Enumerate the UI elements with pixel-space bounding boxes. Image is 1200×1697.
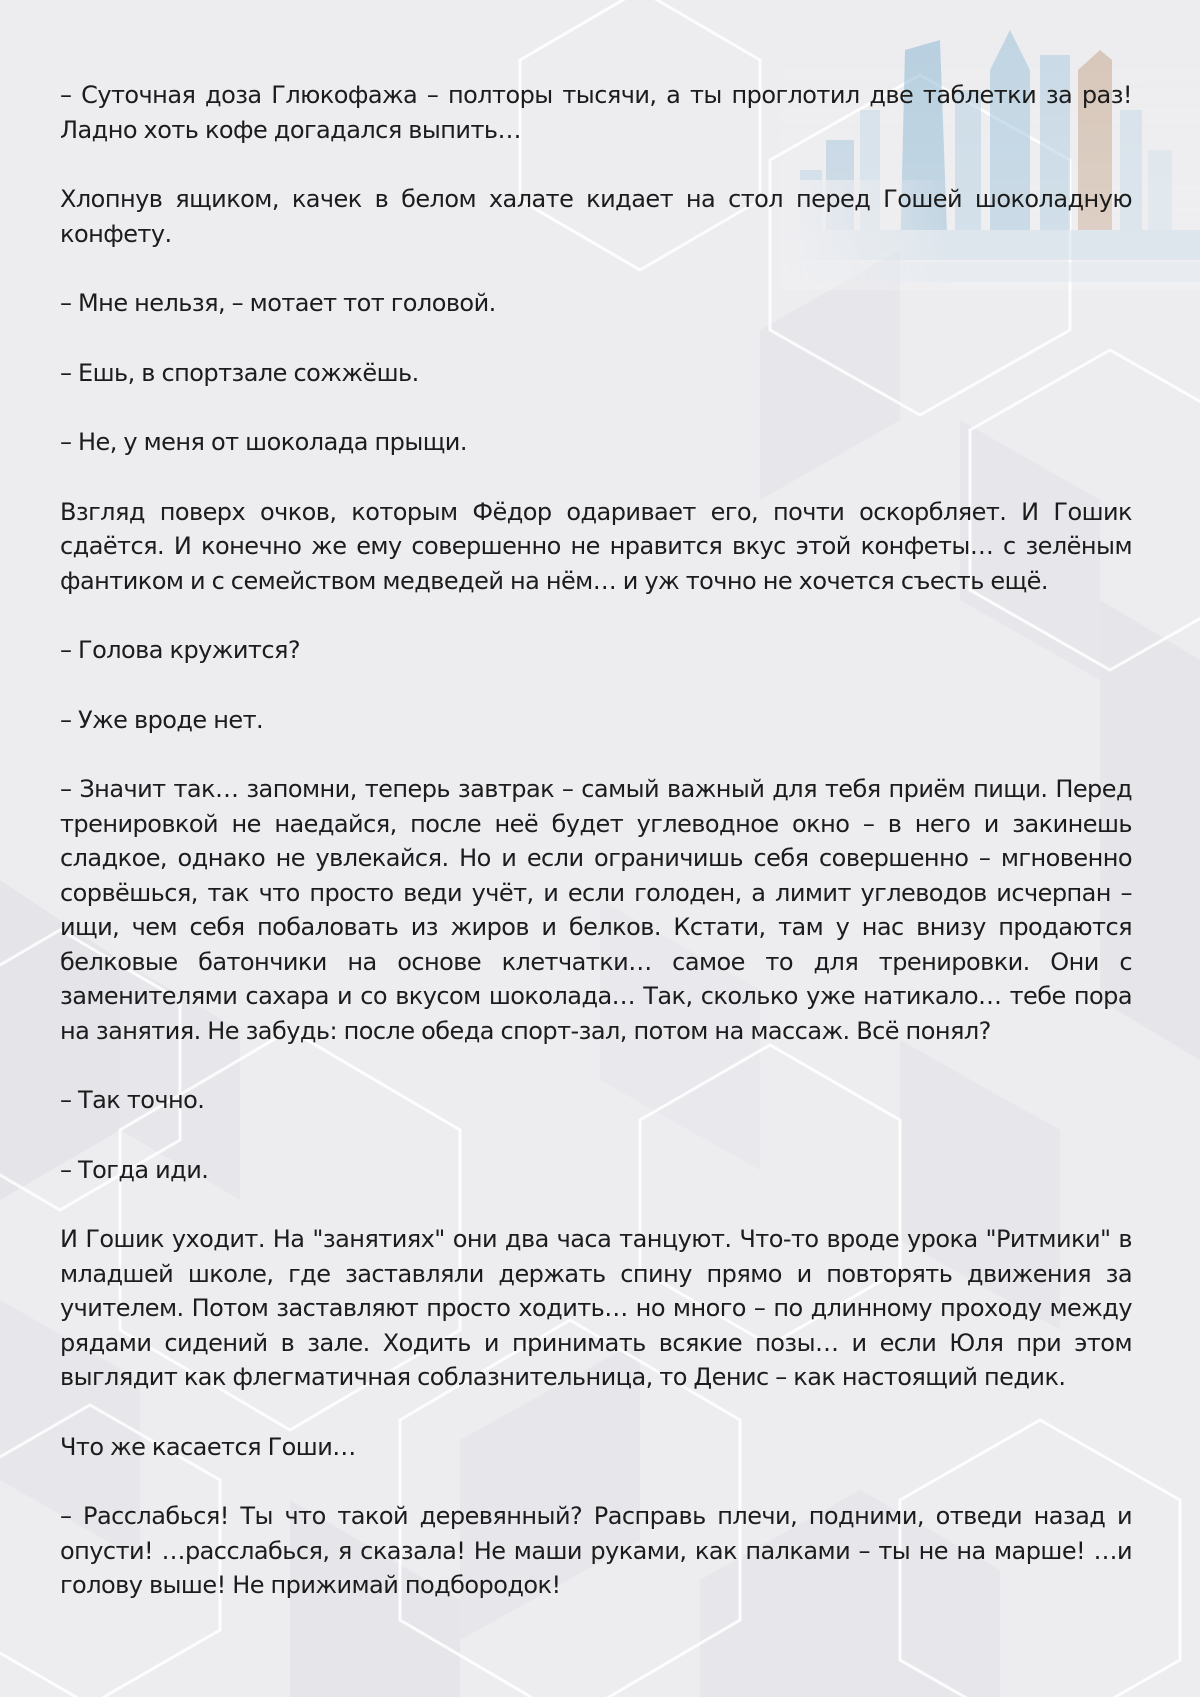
paragraph: – Значит так… запомни, теперь завтрак – самый важный для тебя приём пищи. Перед тренировкой не наедайся, после неё будет углеводное окно – в него и закинешь сладкое, однако не увлекайся. Но и если ограничишь себя совершенно – мгновенно сорвёшься, так что просто веди учёт, и если голоден, а лимит углеводов исчерпан – ищи, чем себя побаловать из жиров и белков. Кстати, там у нас внизу продаются белковые батончики на основе клетчатки… самое то для тренировки. Они с заменителями сахара и со вкусом шоколада… Так, сколько уже натикало… тебе пора на занятия. Не забудь: после обеда спорт-зал, потом на массаж. Всё понял? <box>60 775 1132 1045</box>
paragraph: – Суточная доза Глюкофажа – полторы тысячи, а ты проглотил две таблетки за раз! Ладно хоть кофе догадался выпить… <box>60 81 1132 144</box>
paragraph: – Мне нельзя, – мотает тот головой. <box>60 289 496 317</box>
paragraph: – Ешь, в спортзале сожжёшь. <box>60 358 419 387</box>
paragraph: Хлопнув ящиком, качек в белом халате кидает на стол перед Гошей шоколадную конфету. <box>60 185 1132 248</box>
paragraph: Взгляд поверх очков, которым Фёдор одаривает его, почти оскорбляет. И Гошик сдаётся. И конечно же ему совершенно не нравится вкус этой конфеты… с зелёным фантиком и с семейством медведей на нём… и уж точно не хочется съесть ещё. <box>60 497 1132 595</box>
paragraph: И Гошик уходит. На "занятиях" они два часа танцуют. Что-то вроде урока "Ритмики" в младшей школе, где заставляли держать спину прямо и повторять движения за учителем. Потом заставляют просто ходить… но много – по длинному проходу между рядами сидений в зале. Ходить и принимать всякие позы… и если Юля при этом выглядит как флегматичная соблазнительница, то Денис – как настоящий педик. <box>60 1225 1132 1391</box>
paragraph: – Не, у меня от шоколада прыщи. <box>60 428 467 456</box>
paragraph: – Голова кружится? <box>60 636 301 664</box>
paragraph: – Тогда иди. <box>60 1155 209 1184</box>
document-body <box>60 78 1132 1603</box>
paragraph: – Так точно. <box>60 1086 205 1114</box>
paragraph: Что же касается Гоши… <box>60 1432 356 1461</box>
paragraph: – Расслабься! Ты что такой деревянный? Расправь плечи, подними, отведи назад и опусти! …расслабься, я сказала! Не маши руками, как палками – ты не на марше! …и голову выше! Не прижимай подбородок! <box>60 1502 1132 1599</box>
paragraph: – Уже вроде нет. <box>60 705 264 734</box>
